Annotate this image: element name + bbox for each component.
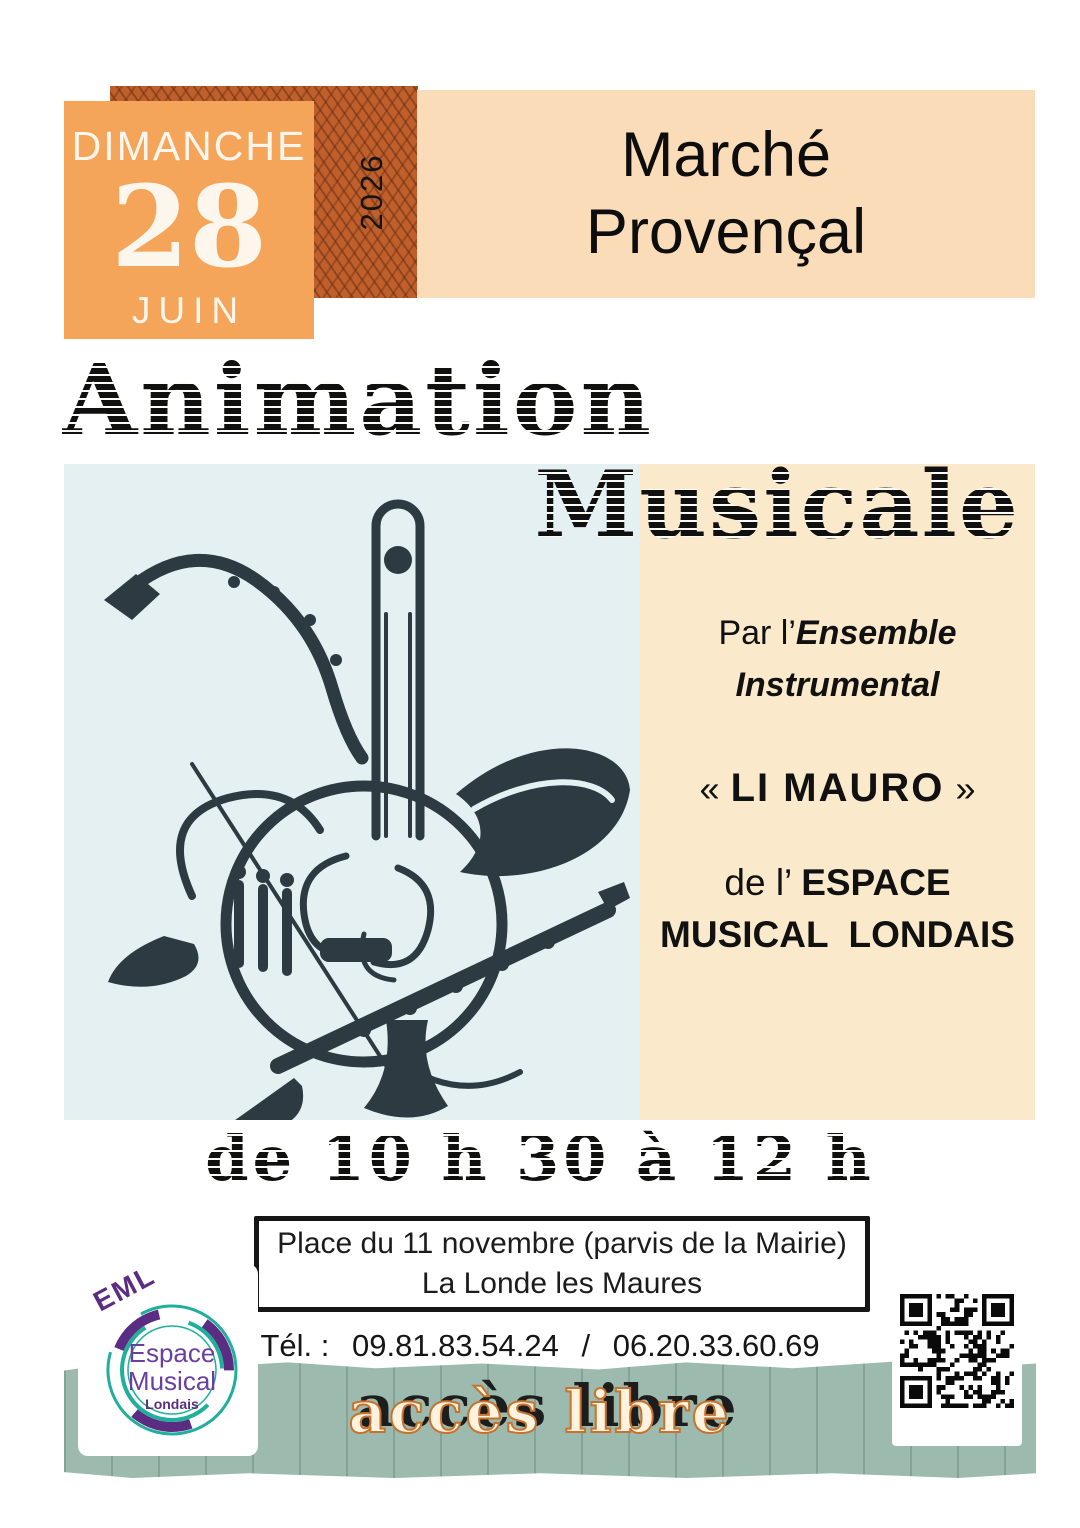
date-day: 28 (111, 162, 267, 293)
instruments-panel (64, 464, 640, 1120)
year-label: 2026 (354, 153, 389, 231)
market-banner (417, 90, 1035, 298)
schedule-line: de 10 h 30 à 12 h (0, 1128, 1080, 1190)
title-word-musicale: Musicale (420, 458, 1020, 551)
by-prefix: Par l’ (718, 614, 796, 652)
logo-name-line2: Musical (127, 1366, 217, 1396)
of-prefix: de l’ (724, 862, 802, 903)
date-weekday: DIMANCHE (71, 123, 307, 169)
phone-separator: / (581, 1328, 591, 1363)
venue-line2: La Londe les Maures (421, 1267, 703, 1300)
ensemble-group-name: « LI MAURO » (699, 766, 976, 810)
date-month: JUIN (131, 290, 247, 331)
phone-number-2: 06.20.33.60.69 (612, 1328, 820, 1363)
phone-label: Tél. : (260, 1328, 330, 1363)
ensemble-org-line1 (640, 862, 1035, 904)
logo-abbr: EML (88, 1264, 161, 1318)
market-line1: Marché (620, 120, 832, 190)
ensemble-org-line2: MUSICAL LONDAIS (660, 914, 1015, 955)
free-access-label: accès libre (348, 1378, 732, 1446)
org-word1: ESPACE (801, 862, 951, 903)
logo-name-line3: Londais (145, 1396, 199, 1412)
quote-open: « (699, 768, 720, 809)
date-badge (64, 101, 314, 339)
ensemble-by-line1 (640, 614, 1035, 653)
market-line2: Provençal (585, 197, 867, 267)
by-name: Ensemble (795, 614, 957, 652)
venue-line1: Place du 11 novembre (parvis de la Mairie) (277, 1227, 847, 1260)
venue-box (254, 1216, 870, 1312)
logo-name-line1: Espace (128, 1338, 216, 1368)
phone-number-1: 09.81.83.54.24 (351, 1328, 559, 1363)
ensemble-panel (640, 464, 1035, 1120)
ensemble-by-line2: Instrumental (735, 666, 940, 704)
brass-instruments-illustration-icon (64, 464, 640, 1120)
quote-close: » (955, 768, 976, 809)
title-word-animation: Animation (62, 352, 722, 449)
